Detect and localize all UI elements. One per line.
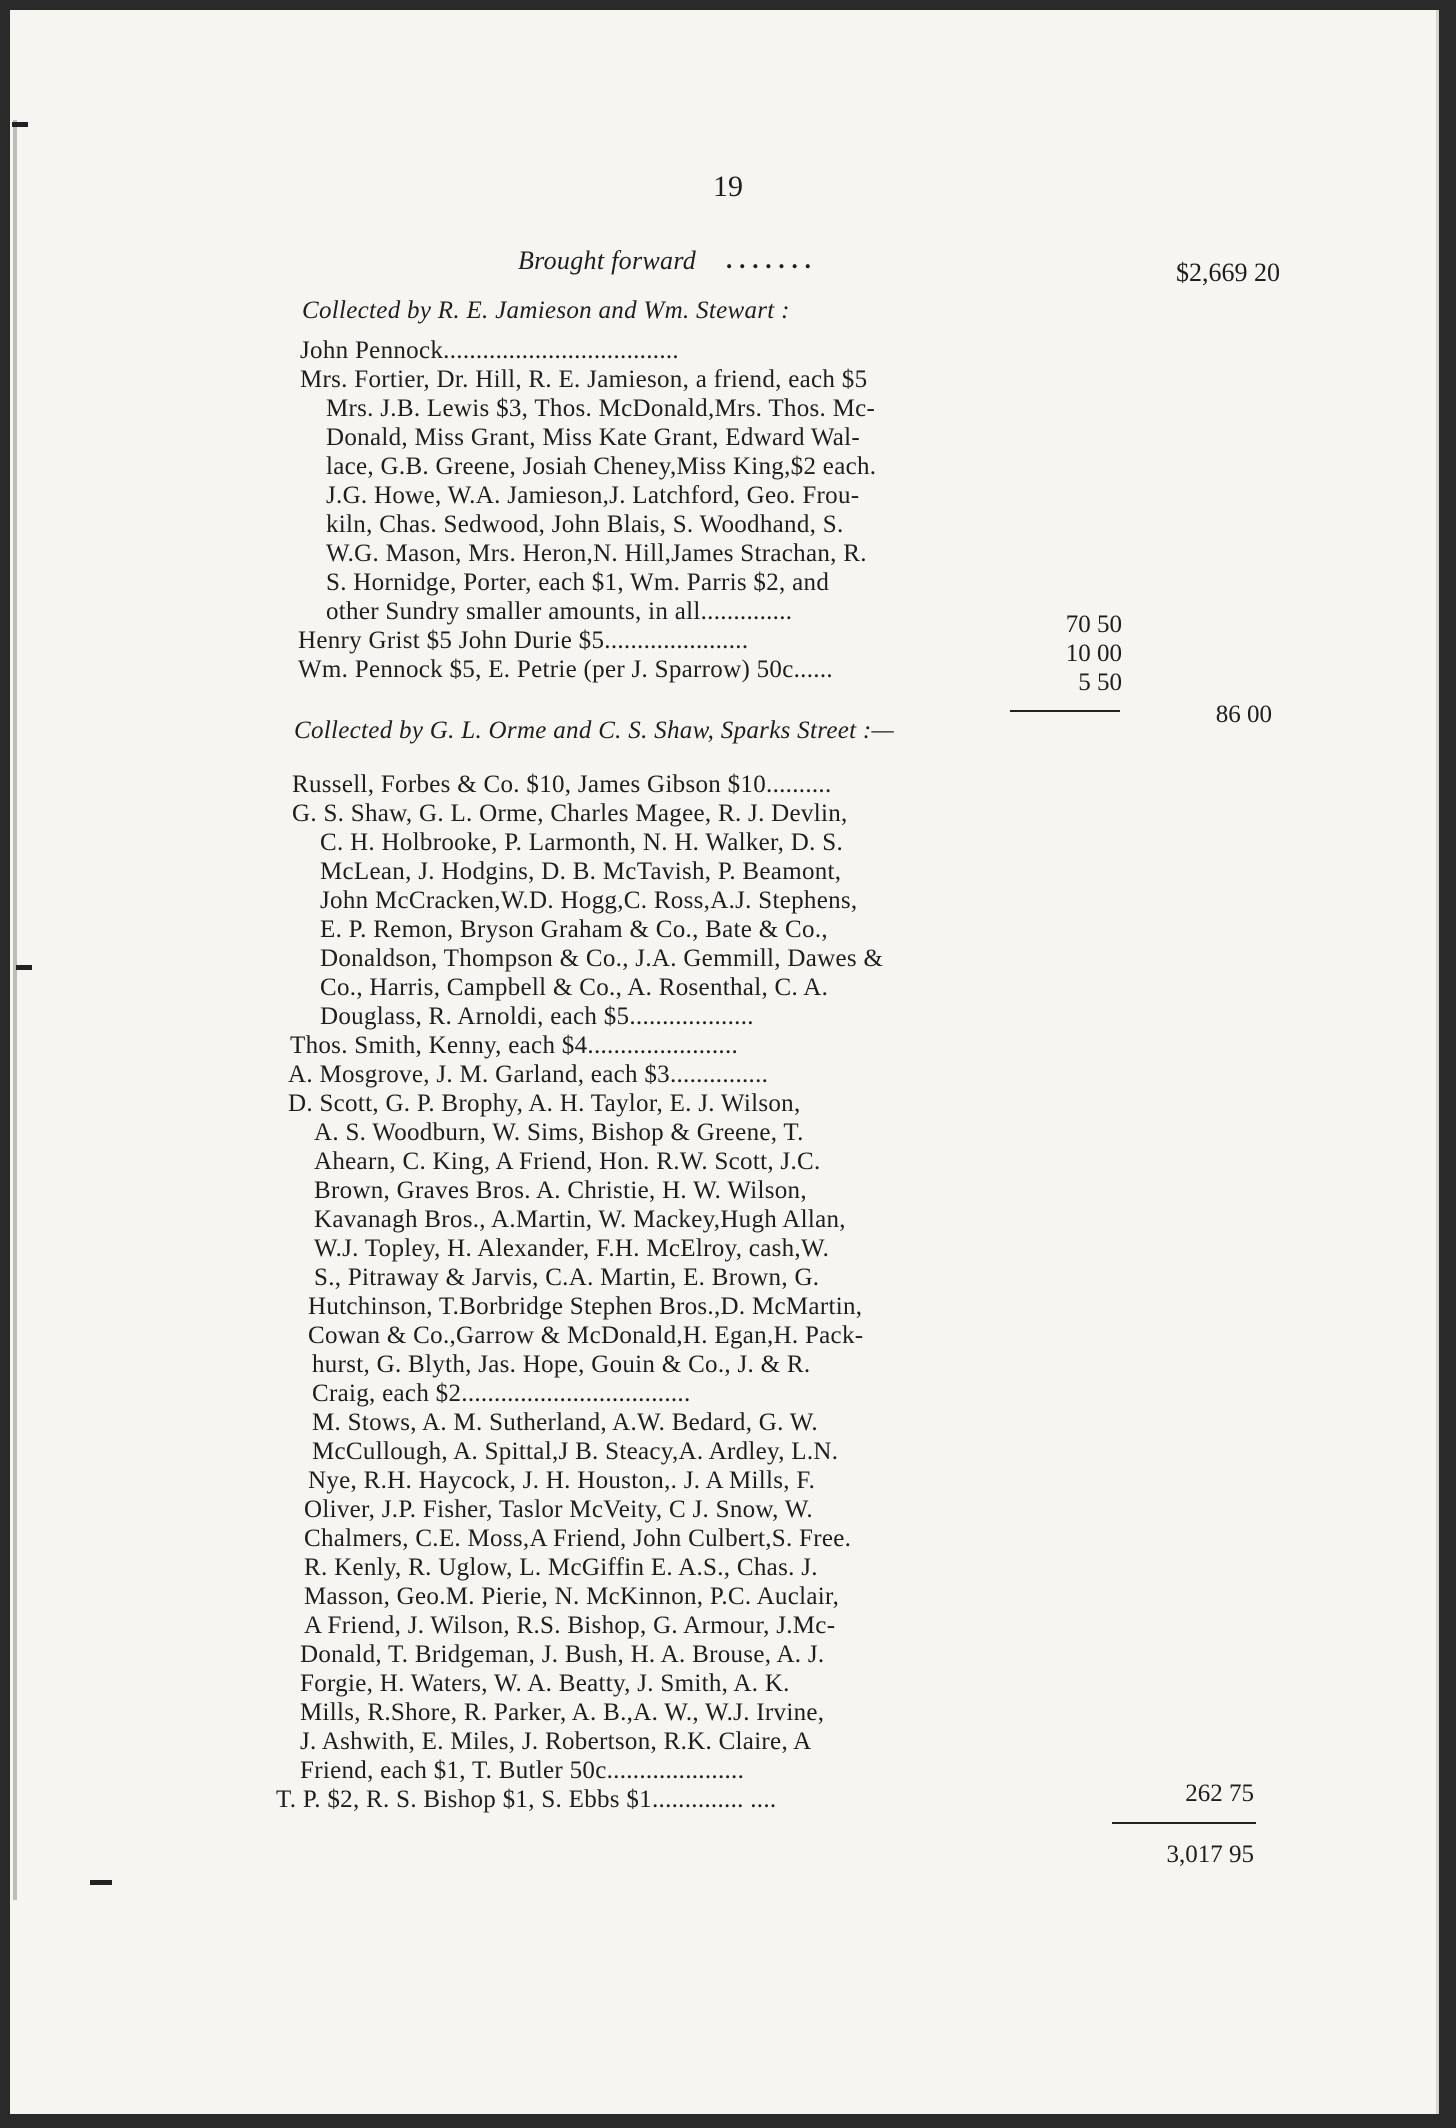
entry-line: John Pennock.................................... (300, 337, 679, 364)
entry-line: Donaldson, Thompson & Co., J.A. Gemmill, Dawes & (320, 945, 884, 972)
entry-line: G. S. Shaw, G. L. Orme, Charles Magee, R. J. Devlin, (292, 800, 848, 827)
total-rule (1112, 1822, 1256, 1824)
entry-line: Masson, Geo.M. Pierie, N. McKinnon, P.C. Auclair, (304, 1583, 840, 1610)
brought-forward-amount: $2,669 20 (1176, 258, 1280, 287)
section-heading: Collected by G. L. Orme and C. S. Shaw, Sparks Street :— (294, 717, 895, 744)
section-total: 86 00 (1215, 701, 1272, 728)
entry-amount: 5 50 (1078, 669, 1122, 696)
entry-line: Thos. Smith, Kenny, each $4....................... (290, 1032, 739, 1059)
entry-line: lace, G.B. Greene, Josiah Cheney,Miss King,$2 each. (326, 453, 877, 480)
entry-line: M. Stows, A. M. Sutherland, A.W. Bedard, G. W. (312, 1409, 818, 1436)
entry-line: Douglass, R. Arnoldi, each $5................... (320, 1003, 754, 1030)
entry-line: A. Mosgrove, J. M. Garland, each $3............... (288, 1061, 769, 1088)
section-heading: Collected by R. E. Jamieson and Wm. Stewart : (302, 297, 790, 324)
entry-line: Forgie, H. Waters, W. A. Beatty, J. Smith, A. K. (300, 1670, 790, 1697)
entry-line: Donald, Miss Grant, Miss Kate Grant, Edward Wal- (326, 424, 861, 451)
entry-line: Oliver, J.P. Fisher, Taslor McVeity, C J. Snow, W. (304, 1496, 813, 1523)
entry-line: Henry Grist $5 John Durie $5...................... (298, 627, 749, 654)
entry-line: S. Hornidge, Porter, each $1, Wm. Parris $2, and (326, 569, 830, 596)
entry-line: W.G. Mason, Mrs. Heron,N. Hill,James Strachan, R. (326, 540, 867, 567)
entry-line: kiln, Chas. Sedwood, John Blais, S. Woodhand, S. (326, 511, 844, 538)
entry-line: Kavanagh Bros., A.Martin, W. Mackey,Hugh Allan, (314, 1206, 846, 1233)
entry-line: A Friend, J. Wilson, R.S. Bishop, G. Armour, J.Mc- (304, 1612, 836, 1639)
entry-line: C. H. Holbrooke, P. Larmonth, N. H. Walker, D. S. (320, 829, 843, 856)
entry-line: Ahearn, C. King, A Friend, Hon. R.W. Scott, J.C. (314, 1148, 821, 1175)
entry-line: McCullough, A. Spittal,J B. Steacy,A. Ardley, L.N. (312, 1438, 839, 1465)
entry-line: Donald, T. Bridgeman, J. Bush, H. A. Brouse, A. J. (300, 1641, 825, 1668)
entry-line: Co., Harris, Campbell & Co., A. Rosenthal, C. A. (320, 974, 829, 1001)
entry-line: McLean, J. Hodgins, D. B. McTavish, P. Beamont, (320, 858, 842, 885)
brought-forward-label: Brought forward (518, 246, 697, 275)
section-total: 262 75 (1185, 1780, 1254, 1807)
entry-line: Mrs. Fortier, Dr. Hill, R. E. Jamieson, a friend, each $5 (300, 366, 868, 393)
entry-line: other Sundry smaller amounts, in all.............. (326, 598, 793, 625)
entry-line: J.G. Howe, W.A. Jamieson,J. Latchford, Geo. Frou- (326, 482, 860, 509)
entry-amount: 70 50 (1065, 611, 1122, 638)
entry-line: Brown, Graves Bros. A. Christie, H. W. Wilson, (314, 1177, 807, 1204)
entry-line: D. Scott, G. P. Brophy, A. H. Taylor, E. J. Wilson, (288, 1090, 801, 1117)
entry-line: hurst, G. Blyth, Jas. Hope, Gouin & Co., J. & R. (312, 1351, 811, 1378)
grand-total: 3,017 95 (1166, 1841, 1254, 1868)
entry-line: R. Kenly, R. Uglow, L. McGiffin E. A.S., Chas. J. (304, 1554, 818, 1581)
entry-line: Russell, Forbes & Co. $10, James Gibson $10.......... (292, 771, 832, 798)
binding-mark (12, 122, 28, 127)
entry-line: Wm. Pennock $5, E. Petrie (per J. Sparrow) 50c...... (298, 656, 833, 683)
entry-line: Cowan & Co.,Garrow & McDonald,H. Egan,H. Pack- (308, 1322, 864, 1349)
entry-line: Mills, R.Shore, R. Parker, A. B.,A. W., W.J. Irvine, (300, 1699, 825, 1726)
entry-line: Hutchinson, T.Borbridge Stephen Bros.,D. McMartin, (308, 1293, 863, 1320)
entry-line: John McCracken,W.D. Hogg,C. Ross,A.J. Stephens, (320, 887, 858, 914)
binding-mark (13, 120, 17, 1900)
entry-line: S., Pitraway & Jarvis, C.A. Martin, E. Brown, G. (314, 1264, 820, 1291)
entry-line: W.J. Topley, H. Alexander, F.H. McElroy, cash,W. (314, 1235, 830, 1262)
binding-mark (90, 1880, 112, 1885)
binding-mark (16, 965, 32, 970)
entry-line: J. Ashwith, E. Miles, J. Robertson, R.K. Claire, A (300, 1728, 812, 1755)
page-number: 19 (713, 170, 743, 203)
entry-line: Mrs. J.B. Lewis $3, Thos. McDonald,Mrs. Thos. Mc- (326, 395, 876, 422)
entry-line: Friend, each $1, T. Butler 50c..................... (300, 1757, 745, 1784)
entry-line: E. P. Remon, Bryson Graham & Co., Bate & Co., (320, 916, 828, 943)
entry-amount: 10 00 (1065, 640, 1122, 667)
entry-line: Nye, R.H. Haycock, J. H. Houston,. J. A Mills, F. (308, 1467, 816, 1494)
entry-line: A. S. Woodburn, W. Sims, Bishop & Greene, T. (314, 1119, 804, 1146)
brought-forward-dots: . . . . . . . (726, 247, 812, 274)
entry-line: T. P. $2, R. S. Bishop $1, S. Ebbs $1.............. .... (276, 1786, 777, 1813)
entry-line: Craig, each $2................................... (312, 1380, 691, 1407)
entry-line: Chalmers, C.E. Moss,A Friend, John Culbert,S. Free. (304, 1525, 852, 1552)
